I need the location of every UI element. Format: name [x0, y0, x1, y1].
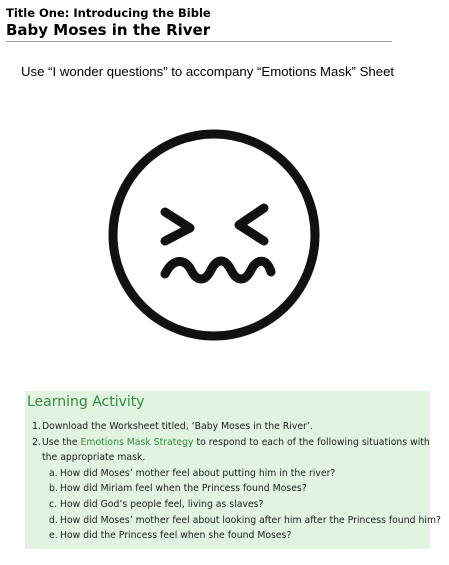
- left-squint-eye: [165, 212, 190, 241]
- sub-list-text: How did Moses’ mother feel about looking after him after the Princess found him?: [60, 514, 441, 526]
- instruction-text: Use “I wonder questions” to accompany “Emotions Mask” Sheet: [21, 64, 395, 79]
- list-item-text: Download the Worksheet titled, ‘Baby Moses in the River’.: [42, 421, 313, 432]
- emotions-mask-strategy-link[interactable]: Emotions Mask Strategy: [80, 436, 194, 448]
- sub-list-item: [25, 528, 435, 544]
- sub-list-item: [25, 513, 441, 529]
- sub-list-letter: d.: [49, 514, 58, 526]
- sub-list-text: How did the Princess feel when she found Moses?: [60, 530, 292, 542]
- list-number: 1.: [32, 421, 41, 432]
- activity-heading: Learning Activity: [27, 394, 145, 410]
- lesson-title: Baby Moses in the River: [6, 21, 211, 39]
- right-squint-eye: [239, 208, 264, 241]
- sub-list-text: How did Miriam feel when the Princess found Moses?: [60, 483, 307, 495]
- anxious-face-icon: [107, 128, 321, 342]
- sub-list-letter: e.: [49, 530, 58, 542]
- document-header: [6, 6, 392, 40]
- sub-list-item: [25, 497, 435, 513]
- wavy-mouth: [165, 261, 271, 279]
- sub-list-text: How did Moses’ mother feel about putting him in the river?: [60, 467, 336, 479]
- list-item-text: to respond to each of the following situations with: [193, 436, 430, 448]
- sub-list-letter: c.: [49, 498, 58, 510]
- list-number: 2.: [32, 436, 41, 448]
- sub-list-letter: b.: [49, 483, 58, 495]
- list-item-continuation: the appropriate mask.: [42, 452, 146, 464]
- sub-list-item: [25, 466, 435, 482]
- sub-list-letter: a.: [49, 467, 58, 479]
- sub-list-item: [25, 481, 435, 497]
- learning-activity-box: [25, 391, 441, 549]
- list-item: [25, 419, 435, 435]
- list-item-text: Use the: [42, 436, 81, 448]
- list-item: [25, 435, 435, 451]
- header-divider: [6, 41, 392, 42]
- activity-list: [25, 419, 441, 544]
- series-title: Title One: Introducing the Bible: [6, 6, 211, 20]
- sub-list-text: How did God’s people feel, living as slaves?: [60, 498, 264, 510]
